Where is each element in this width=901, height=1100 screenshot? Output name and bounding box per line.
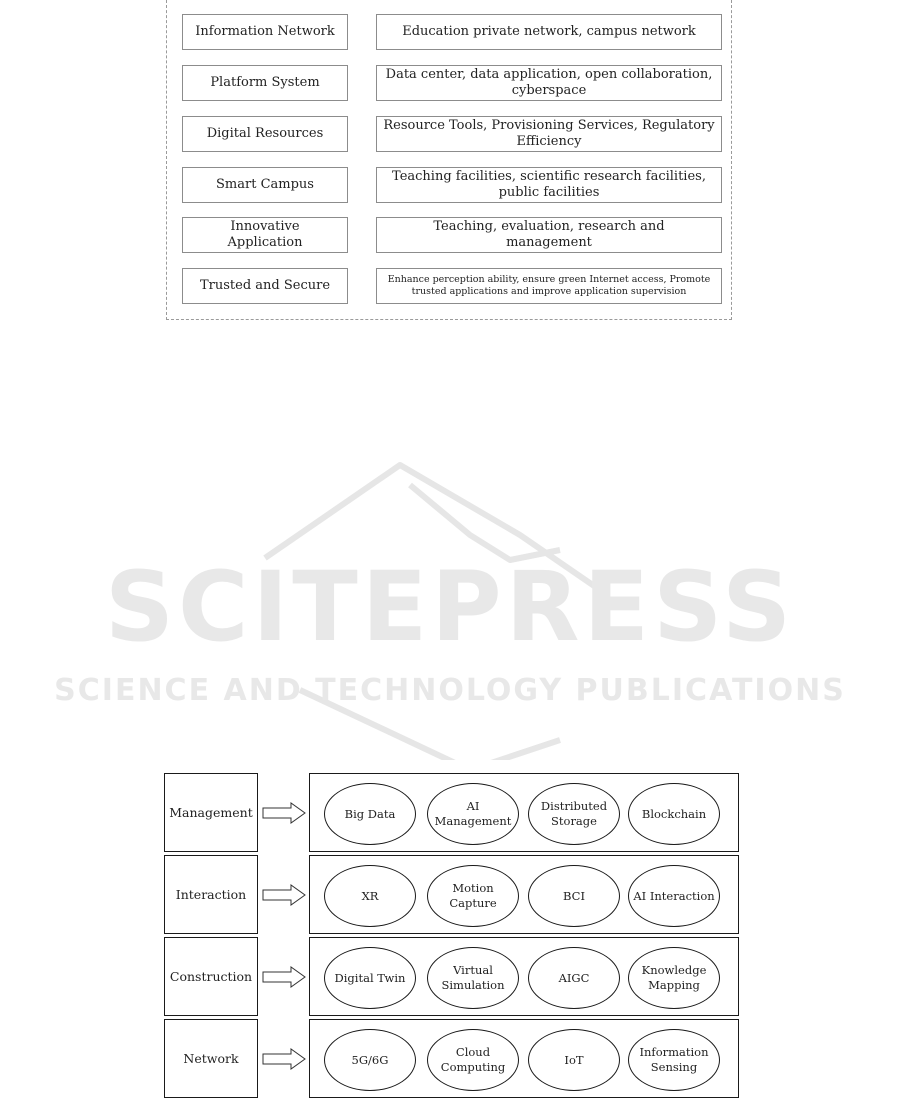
technology-node: 5G/6G xyxy=(324,1029,416,1091)
layer-row-network xyxy=(160,1019,740,1098)
layer-label: Network xyxy=(164,1019,258,1098)
layer-label: Management xyxy=(164,773,258,852)
layer-row-management xyxy=(160,773,740,852)
layer-label: Platform System xyxy=(182,65,348,101)
technology-node: Virtual Simulation xyxy=(427,947,519,1009)
technology-panel xyxy=(309,855,739,934)
layer-description: Teaching, evaluation, research and management xyxy=(376,217,722,253)
technology-node: Blockchain xyxy=(628,783,720,845)
layer-description: Resource Tools, Provisioning Services, Regulatory Efficiency xyxy=(376,116,722,152)
technology-node: Knowledge Mapping xyxy=(628,947,720,1009)
technology-panel xyxy=(309,773,739,852)
layer-row-construction xyxy=(160,937,740,1016)
layer-row-innovative-application xyxy=(182,217,722,253)
layer-label: Information Network xyxy=(182,14,348,50)
technology-node: Cloud Computing xyxy=(427,1029,519,1091)
watermark-tagline: SCIENCE AND TECHNOLOGY PUBLICATIONS xyxy=(54,673,846,708)
technology-node: Distributed Storage xyxy=(528,783,620,845)
technology-node: AI Interaction xyxy=(628,865,720,927)
layer-description: Data center, data application, open collaboration, cyberspace xyxy=(376,65,722,101)
layer-row-smart-campus xyxy=(182,167,722,203)
right-arrow-icon xyxy=(262,802,306,824)
layered-technology-diagram xyxy=(160,773,740,1098)
layer-label: Trusted and Secure xyxy=(182,268,348,304)
technology-node: AIGC xyxy=(528,947,620,1009)
technology-node: BCI xyxy=(528,865,620,927)
technology-node: Digital Twin xyxy=(324,947,416,1009)
layer-description: Teaching facilities, scientific research facilities, public facilities xyxy=(376,167,722,203)
technology-node: XR xyxy=(324,865,416,927)
technology-node: Big Data xyxy=(324,783,416,845)
layer-label: Digital Resources xyxy=(182,116,348,152)
right-arrow-icon xyxy=(262,884,306,906)
layer-description: Enhance perception ability, ensure green Internet access, Promote trusted applications and improve application supervision xyxy=(376,268,722,304)
layer-row-platform-system xyxy=(182,65,722,101)
layer-label: Interaction xyxy=(164,855,258,934)
layer-description: Education private network, campus network xyxy=(376,14,722,50)
layer-row-information-network xyxy=(182,14,722,50)
layer-row-digital-resources xyxy=(182,116,722,152)
technology-node: Motion Capture xyxy=(427,865,519,927)
technology-node: AI Management xyxy=(427,783,519,845)
right-arrow-icon xyxy=(262,1048,306,1070)
technology-node: IoT xyxy=(528,1029,620,1091)
publisher-watermark xyxy=(0,440,901,760)
watermark-logo-text: SCITEPRESS xyxy=(104,551,796,663)
layer-row-trusted-and-secure xyxy=(182,268,722,304)
layer-row-interaction xyxy=(160,855,740,934)
layer-label: Construction xyxy=(164,937,258,1016)
right-arrow-icon xyxy=(262,966,306,988)
architecture-table-figure xyxy=(166,0,732,320)
technology-node: Information Sensing xyxy=(628,1029,720,1091)
technology-panel xyxy=(309,1019,739,1098)
technology-panel xyxy=(309,937,739,1016)
layer-label: Innovative Application xyxy=(182,217,348,253)
layer-label: Smart Campus xyxy=(182,167,348,203)
